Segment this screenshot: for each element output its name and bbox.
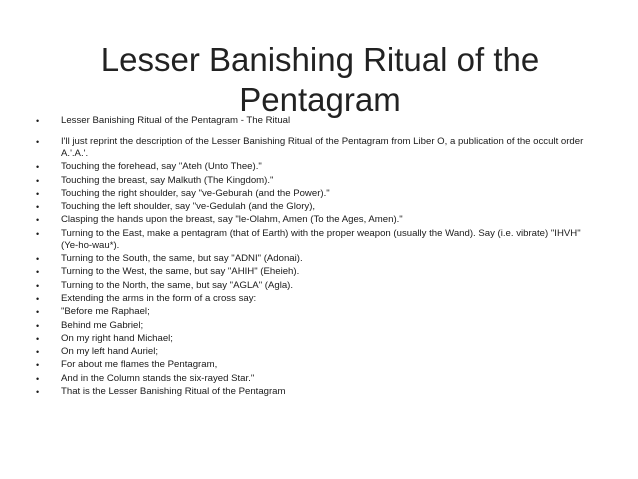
bullet-text: Clasping the hands upon the breast, say "le-Olahm, Amen (To the Ages, Amen)." — [61, 214, 403, 226]
bullet-text: On my right hand Michael; — [61, 332, 173, 344]
bullet-dot-icon: • — [36, 202, 40, 213]
bullet-dot-icon: • — [36, 320, 40, 331]
bullet-dot-icon: • — [36, 254, 40, 265]
bullet-text: And in the Column stands the six-rayed Star." — [61, 372, 255, 384]
bullet-item — [36, 161, 596, 173]
bullet-text: Touching the breast, say Malkuth (The Kingdom)." — [61, 174, 274, 186]
bullet-text: Lesser Banishing Ritual of the Pentagram - The Ritual — [61, 115, 291, 126]
bullet-item — [36, 346, 596, 358]
bullet-text: I'll just reprint the description of the Lesser Banishing Ritual of the Pentagram from Liber O, a publication of the occult order A.'.A.'. — [61, 136, 584, 159]
bullet-item — [36, 359, 596, 371]
bullet-text: Turning to the East, make a pentagram (that of Earth) with the proper weapon (usually the Wand). Say (i.e. vibrate) "IHVH" (Ye-ho-wau*). — [61, 227, 581, 251]
bullet-item — [36, 320, 596, 332]
bullet-dot-icon: • — [36, 116, 40, 126]
bullet-dot-icon: • — [36, 280, 40, 291]
bullet-text: "Before me Raphael; — [61, 306, 150, 318]
bullet-dot-icon: • — [36, 347, 40, 358]
bullet-item — [36, 386, 596, 398]
bullet-text: Touching the forehead, say "Ateh (Unto Thee)." — [61, 161, 262, 173]
bullet-text: For about me flames the Pentagram, — [61, 359, 218, 371]
bullet-item — [36, 280, 596, 292]
bullet-item — [36, 228, 596, 252]
bullet-item — [36, 214, 596, 226]
bullet-item — [36, 293, 596, 305]
bullet-dot-icon: • — [36, 137, 40, 147]
bullet-dot-icon: • — [36, 162, 40, 173]
bullet-text: Touching the left shoulder, say "ve-Gedulah (and the Glory), — [61, 201, 316, 213]
bullet-dot-icon: • — [36, 333, 40, 344]
bullet-text: Turning to the South, the same, but say "ADNI" (Adonai). — [61, 253, 303, 265]
bullet-dot-icon: • — [36, 307, 40, 318]
bullet-item — [36, 136, 596, 160]
bullet-dot-icon: • — [36, 293, 40, 304]
bullet-item — [36, 188, 596, 200]
bullet-item — [36, 175, 596, 187]
slide-title — [60, 40, 580, 120]
slide-title-line-1: Lesser Banishing Ritual of the — [100, 41, 540, 79]
bullet-text: Turning to the North, the same, but say "AGLA" (Agla). — [61, 279, 294, 291]
bullet-item — [36, 253, 596, 265]
bullet-dot-icon: • — [36, 175, 40, 186]
bullet-text: Touching the right shoulder, say "ve-Geburah (and the Power)." — [61, 187, 330, 199]
bullet-dot-icon: • — [36, 228, 40, 239]
bullet-dot-icon: • — [36, 387, 40, 398]
slide-title-line-2: Pentagram — [239, 81, 401, 119]
bullet-dot-icon: • — [36, 215, 40, 226]
bullet-text: Turning to the West, the same, but say "AHIH" (Eheieh). — [61, 266, 300, 278]
bullet-item — [36, 306, 596, 318]
bullet-dot-icon: • — [36, 373, 40, 384]
bullet-text: On my left hand Auriel; — [61, 346, 159, 358]
bullet-item — [36, 333, 596, 345]
bullet-dot-icon: • — [36, 267, 40, 278]
bullet-dot-icon: • — [36, 188, 40, 199]
bullet-item — [36, 266, 596, 278]
bullet-item — [36, 115, 596, 127]
bullet-text: Extending the arms in the form of a cross say: — [61, 292, 257, 304]
bullet-dot-icon: • — [36, 360, 40, 371]
bullet-item — [36, 373, 596, 385]
bullet-item — [36, 201, 596, 213]
bullet-text: That is the Lesser Banishing Ritual of the Pentagram — [61, 386, 286, 398]
bullet-list — [36, 115, 596, 399]
bullet-text: Behind me Gabriel; — [61, 319, 144, 331]
